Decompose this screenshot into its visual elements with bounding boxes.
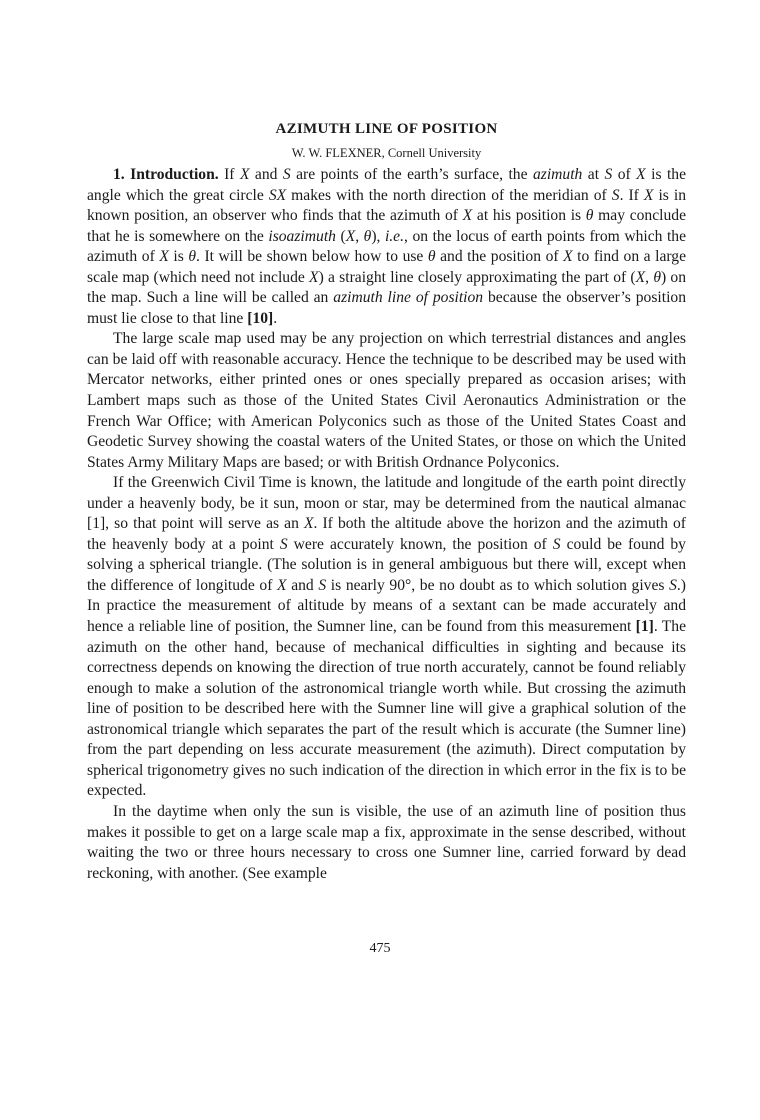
- italic-term: θ: [363, 227, 372, 245]
- page-number: 475: [369, 941, 391, 956]
- text-run: . The azimuth on the other hand, because of mechanical difficulties in sighting and because its correctness depends on knowing the direction of true north accurately, cannot be found reliably enough to make a solution of the astronomical triangle worth while. But crossing the azimuth line of position to be described here with the Sumner line will give a graphical solution of the astronomical triangle which separates the part of the result which is accurate (the Sumner line) from the part depending on less accurate measurement (the azimuth). Direct computation by spherical trigonometry gives no such indication of the direction in which error in the fix is to be expected.: [87, 618, 686, 800]
- italic-term: S: [318, 576, 327, 594]
- italic-term: X: [636, 166, 646, 183]
- italic-term: azimuth: [532, 166, 583, 183]
- text-run: . If both the altitude above the horizon and the azimuth of the heavenly body at a point: [87, 515, 686, 553]
- italic-term: X: [563, 248, 573, 266]
- italic-term: θ: [653, 268, 661, 286]
- italic-term: S: [604, 166, 613, 183]
- text-run: If: [218, 166, 240, 183]
- italic-term: X: [345, 227, 356, 245]
- text-run: The large scale map used may be any projection on which terrestrial distances and angles can be laid off with reasonable accuracy. Hence the technique to be described may be used with Mercator networks, either printed ones or ones specially prepared as occasion arises; with Lambert maps such as those of the United States Civil Aeronautics Administration or the French War Office; with American Polyconics such as those of the United States Coast and Geodetic Survey showing the coastal waters of the United States, or those on which the United States Army Military Maps are based; or with British Ordnance Polyconics.: [87, 330, 686, 471]
- text-run: because the observer’s position must lie close to that line: [87, 289, 687, 327]
- text-run: may conclude that he is somewhere on the: [87, 207, 686, 245]
- text-run: ),: [371, 227, 385, 245]
- text-run: .: [273, 309, 278, 327]
- text-run: makes with the north direction of the meridian of: [286, 186, 612, 204]
- text-run: at his position is: [472, 207, 586, 225]
- text-run: In the daytime when only the sun is visible, the use of an azimuth line of position thus makes it possible to get on a large scale map a fix, approximate in the sense described, without waiting the two or three hours necessary to cross one Sumner line, carried forward by dead reckoning, with another. (See example: [87, 802, 686, 882]
- section-heading: 1. Introduction.: [113, 166, 219, 183]
- paragraph-introduction: [87, 165, 686, 329]
- text-run: If the Greenwich Civil Time is known, the latitude and longitude of the earth point directly under a heavenly body, be it sun, moon or star, may be determined from the nautical almanac [1], so that point will serve as an: [87, 474, 686, 533]
- text-run: could be found by solving a spherical triangle. (The solution is in general ambiguous but there will, except when the difference of longitude of: [87, 535, 686, 594]
- italic-term: X: [635, 268, 646, 286]
- citation-ref: [10]: [247, 309, 274, 327]
- italic-term: S: [279, 535, 288, 553]
- text-run: is the angle which the great circle: [87, 166, 687, 204]
- italic-term: θ: [427, 248, 436, 266]
- italic-term: X: [643, 186, 654, 204]
- text-run: and: [249, 166, 283, 183]
- italic-term: X: [303, 515, 314, 533]
- text-run: of: [612, 166, 637, 183]
- text-run: to find on a large scale map (which need not include: [87, 248, 686, 286]
- author-line: W. W. FLEXNER, Cornell University: [291, 146, 482, 160]
- italic-term: X: [159, 248, 169, 266]
- italic-term: isoazimuth: [268, 227, 336, 245]
- text-run: and: [286, 576, 319, 594]
- paper-page: [87, 117, 686, 884]
- italic-term: X: [462, 207, 473, 225]
- paragraph-map-projections: [87, 329, 686, 473]
- text-run: (: [335, 227, 346, 245]
- text-run: .) In practice the measurement of altitude by means of a sextant can be made accurately and hence a reliable line of position, the Sumner line, can be found from this measurement: [87, 576, 686, 636]
- text-run: are points of the earth’s surface, the: [290, 166, 533, 183]
- paragraph-text: [87, 330, 686, 470]
- text-run: were accurately known, the position of: [287, 535, 553, 553]
- text-run: is: [168, 248, 189, 266]
- text-run: . If: [619, 186, 644, 204]
- italic-term: θ: [188, 248, 197, 266]
- italic-term: X: [239, 166, 250, 183]
- paragraph-text: [87, 474, 686, 799]
- italic-term: SX: [268, 186, 287, 204]
- italic-term: X: [309, 268, 319, 286]
- text-run: is in known position, an observer who finds that the azimuth of: [87, 186, 686, 225]
- text-run: at: [582, 166, 605, 183]
- text-run: and the position of: [435, 248, 564, 266]
- text-run: ,: [355, 227, 364, 245]
- citation-ref: [1]: [635, 618, 654, 636]
- italic-term: S: [611, 186, 620, 204]
- paragraph-daytime: [87, 802, 686, 884]
- italic-term: X: [277, 576, 287, 594]
- italic-term: S: [282, 166, 291, 183]
- text-run: ) a straight line closely approximating the part of (: [318, 268, 636, 286]
- italic-term: θ: [585, 207, 594, 225]
- paragraph-text: [87, 803, 686, 882]
- paragraph-text: [87, 166, 686, 327]
- paragraph-greenwich-time: [87, 473, 686, 802]
- text-run: is nearly 90°, be no doubt as to which solution gives: [326, 576, 670, 594]
- italic-term: i.e.: [384, 227, 405, 245]
- italic-term: S: [552, 535, 561, 553]
- italic-term: azimuth line of position: [333, 289, 484, 307]
- paper-title: AZIMUTH LINE OF POSITION: [275, 121, 498, 137]
- text-run: ) on the map. Such a line will be called an: [87, 268, 687, 307]
- italic-term: S: [669, 576, 677, 594]
- text-run: ,: [645, 268, 654, 286]
- text-run: , on the locus of earth points from which the azimuth of: [87, 227, 687, 266]
- text-run: . It will be shown below how to use: [196, 248, 428, 266]
